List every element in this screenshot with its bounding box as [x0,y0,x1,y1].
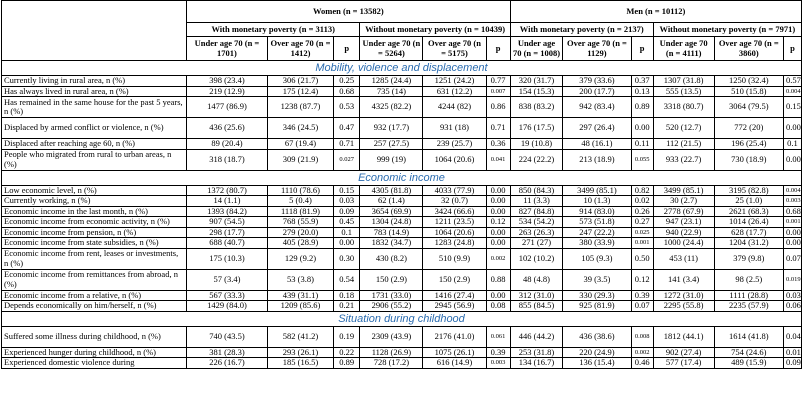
value-cell: 405 (28.9) [267,238,333,249]
value-cell: 2906 (55.2) [360,301,423,312]
value-cell: 1416 (27.4) [423,290,486,301]
value-cell: 768 (55.9) [267,217,333,228]
value-cell: 48 (16.1) [563,139,631,150]
value-cell: 226 (16.7) [186,358,267,369]
row-label: Experienced domestic violence during [2,358,187,369]
table-row [2,86,802,97]
value-cell: 430 (8.2) [360,248,423,269]
value-cell: 293 (26.1) [267,347,333,358]
value-cell: 1614 (41.8) [714,326,783,347]
value-cell: 1251 (24.2) [423,76,486,87]
p-value-cell: 0.1 [783,139,801,150]
value-cell: 436 (38.6) [563,326,631,347]
value-cell: 25 (1.0) [714,196,783,207]
p-value-cell: 0.00 [783,118,801,139]
section-title: Situation during childhood [2,311,802,326]
row-label: Currently working, n (%) [2,196,187,207]
value-cell: 855 (84.5) [510,301,563,312]
header-w-wp-under70: Under age 70 (n = 1701) [186,37,267,61]
p-value-cell: 0.36 [486,139,510,150]
value-cell: 320 (31.7) [510,76,563,87]
p-value-cell: 0.22 [334,347,360,358]
value-cell: 1000 (24.4) [653,238,714,249]
p-value-cell: 0.00 [486,206,510,217]
p-value-cell: 0.89 [631,97,653,118]
value-cell: 213 (18.9) [563,149,631,170]
table-body [2,61,802,369]
value-cell: 520 (12.7) [653,118,714,139]
value-cell: 446 (44.2) [510,326,563,347]
value-cell: 1285 (24.4) [360,76,423,87]
p-value-cell: 0.15 [783,97,801,118]
value-cell: 2621 (68.3) [714,206,783,217]
value-cell: 102 (10.2) [510,248,563,269]
value-cell: 105 (9.3) [563,248,631,269]
p-value-cell: 0.07 [631,301,653,312]
p-value-cell: 0.12 [486,217,510,228]
p-value-cell: 0.008 [631,326,653,347]
value-cell: 89 (20.4) [186,139,267,150]
value-cell: 1064 (20.6) [423,227,486,238]
value-cell: 925 (81.9) [563,301,631,312]
p-value-cell: 0.82 [631,185,653,196]
value-cell: 1372 (80.7) [186,185,267,196]
header-m-wp-over70: Over age 70 (n = 1129) [563,37,631,61]
value-cell: 616 (14.9) [423,358,486,369]
value-cell: 510 (15.8) [714,86,783,97]
header-m-wp-under70: Under age 70 (n = 1008) [510,37,563,61]
value-cell: 1128 (26.9) [360,347,423,358]
table-row [2,149,802,170]
value-cell: 730 (18.9) [714,149,783,170]
p-value-cell: 0.30 [334,248,360,269]
row-label: Currently living in rural area, n (%) [2,76,187,87]
p-value-cell: 0.00 [486,290,510,301]
p-value-cell: 0.37 [631,76,653,87]
section-header-row [2,170,802,185]
p-value-cell: 0.45 [334,217,360,228]
value-cell: 220 (24.9) [563,347,631,358]
header-p: p [486,37,510,61]
p-value-cell: 0.12 [631,269,653,290]
header-m-wop-under70: Under age 70 (n = 4111) [653,37,714,61]
value-cell: 1393 (84.2) [186,206,267,217]
value-cell: 379 (33.6) [563,76,631,87]
value-cell: 1110 (78.6) [267,185,333,196]
p-value-cell: 0.03 [334,196,360,207]
value-cell: 346 (24.5) [267,118,333,139]
table-row [2,269,802,290]
header-men: Men (n = 10112) [510,1,801,23]
value-cell: 306 (21.7) [267,76,333,87]
row-label: Displaced by armed conflict or violence, n (%) [2,118,187,139]
p-value-cell: 0.1 [334,227,360,238]
value-cell: 4033 (77.9) [423,185,486,196]
p-value-cell: 0.15 [334,185,360,196]
value-cell: 14 (1.1) [186,196,267,207]
value-cell: 253 (31.8) [510,347,563,358]
p-value-cell: 0.003 [783,196,801,207]
p-value-cell: 0.001 [783,217,801,228]
row-label: Economic income from economic activity, n (%) [2,217,187,228]
value-cell: 2778 (67.9) [653,206,714,217]
value-cell: 1283 (24.8) [423,238,486,249]
value-cell: 150 (2.9) [360,269,423,290]
value-cell: 1209 (85.6) [267,301,333,312]
p-value-cell: 0.09 [334,206,360,217]
p-value-cell: 0.02 [631,196,653,207]
value-cell: 754 (24.6) [714,347,783,358]
p-value-cell: 0.019 [783,269,801,290]
table-row [2,118,802,139]
value-cell: 19 (10.8) [510,139,563,150]
p-value-cell: 0.004 [783,185,801,196]
table-row [2,76,802,87]
value-cell: 239 (25.7) [423,139,486,150]
p-value-cell: 0.00 [631,118,653,139]
value-cell: 219 (12.9) [186,86,267,97]
p-value-cell: 0.50 [631,248,653,269]
p-value-cell: 0.39 [631,290,653,301]
value-cell: 224 (22.2) [510,149,563,170]
p-value-cell: 0.39 [486,347,510,358]
value-cell: 1014 (26.4) [714,217,783,228]
p-value-cell: 0.061 [486,326,510,347]
value-cell: 3424 (66.6) [423,206,486,217]
value-cell: 3195 (82.8) [714,185,783,196]
value-cell: 175 (12.4) [267,86,333,97]
value-cell: 688 (40.7) [186,238,267,249]
row-label: Economic income in the last month, n (%) [2,206,187,217]
value-cell: 53 (3.8) [267,269,333,290]
value-cell: 1118 (81.9) [267,206,333,217]
value-cell: 1238 (87.7) [267,97,333,118]
value-cell: 1064 (20.6) [423,149,486,170]
p-value-cell: 0.002 [486,248,510,269]
value-cell: 772 (20) [714,118,783,139]
table-row [2,97,802,118]
row-label: Displaced after reaching age 60, n (%) [2,139,187,150]
value-cell: 1812 (44.1) [653,326,714,347]
value-cell: 740 (43.5) [186,326,267,347]
row-label: Economic income from pension, n (%) [2,227,187,238]
p-value-cell: 0.21 [334,301,360,312]
table-row [2,217,802,228]
p-value-cell: 0.001 [631,238,653,249]
p-value-cell: 0.88 [486,269,510,290]
value-cell: 398 (23.4) [186,76,267,87]
p-value-cell: 0.04 [783,326,801,347]
value-cell: 783 (14.9) [360,227,423,238]
table-header [2,1,802,61]
p-value-cell: 0.07 [783,248,801,269]
value-cell: 838 (83.2) [510,97,563,118]
row-label: Has always lived in rural area, n (%) [2,86,187,97]
value-cell: 257 (27.5) [360,139,423,150]
value-cell: 3318 (80.7) [653,97,714,118]
value-cell: 298 (17.7) [186,227,267,238]
section-header-row [2,61,802,76]
value-cell: 247 (22.2) [563,227,631,238]
value-cell: 914 (83.0) [563,206,631,217]
value-cell: 4244 (82) [423,97,486,118]
p-value-cell: 0.54 [334,269,360,290]
p-value-cell: 0.041 [486,149,510,170]
p-value-cell: 0.002 [631,347,653,358]
value-cell: 150 (2.9) [423,269,486,290]
p-value-cell: 0.004 [783,86,801,97]
value-cell: 2176 (41.0) [423,326,486,347]
value-cell: 5 (0.4) [267,196,333,207]
value-cell: 489 (15.9) [714,358,783,369]
value-cell: 1307 (31.8) [653,76,714,87]
p-value-cell: 0.18 [334,290,360,301]
value-cell: 2309 (43.9) [360,326,423,347]
value-cell: 196 (25.4) [714,139,783,150]
table-row [2,238,802,249]
table-row [2,301,802,312]
value-cell: 134 (16.7) [510,358,563,369]
value-cell: 379 (9.8) [714,248,783,269]
value-cell: 1211 (23.5) [423,217,486,228]
value-cell: 4305 (81.8) [360,185,423,196]
row-label: Experienced hunger during childhood, n (%) [2,347,187,358]
value-cell: 439 (31.1) [267,290,333,301]
value-cell: 1477 (86.9) [186,97,267,118]
row-label: Economic income from state subsidies, n (%) [2,238,187,249]
value-cell: 850 (84.3) [510,185,563,196]
p-value-cell: 0.03 [783,290,801,301]
header-w-wop-over70: Over age 70 (n = 5175) [423,37,486,61]
value-cell: 827 (84.8) [510,206,563,217]
value-cell: 907 (54.5) [186,217,267,228]
value-cell: 39 (3.5) [563,269,631,290]
p-value-cell: 0.055 [631,149,653,170]
row-label: Has remained in the same house for the past 5 years, n (%) [2,97,187,118]
table-row [2,290,802,301]
table-row [2,206,802,217]
value-cell: 154 (15.3) [510,86,563,97]
header-women: Women (n = 13582) [186,1,510,23]
header-w-wp-over70: Over age 70 (n = 1412) [267,37,333,61]
p-value-cell: 0.007 [486,86,510,97]
value-cell: 312 (31.0) [510,290,563,301]
value-cell: 902 (27.4) [653,347,714,358]
row-label: Economic income from a relative, n (%) [2,290,187,301]
value-cell: 129 (9.2) [267,248,333,269]
value-cell: 48 (4.8) [510,269,563,290]
value-cell: 932 (17.7) [360,118,423,139]
table-row [2,248,802,269]
value-cell: 728 (17.2) [360,358,423,369]
value-cell: 380 (33.9) [563,238,631,249]
value-cell: 3654 (69.9) [360,206,423,217]
value-cell: 582 (41.2) [267,326,333,347]
p-value-cell: 0.47 [334,118,360,139]
value-cell: 381 (28.3) [186,347,267,358]
value-cell: 631 (12.2) [423,86,486,97]
p-value-cell: 0.71 [334,139,360,150]
header-men-with-poverty: With monetary poverty (n = 2137) [510,23,653,37]
header-men-without-poverty: Without monetary poverty (n = 7971) [653,23,801,37]
value-cell: 3064 (79.5) [714,97,783,118]
value-cell: 940 (22.9) [653,227,714,238]
value-cell: 10 (1.3) [563,196,631,207]
value-cell: 62 (1.4) [360,196,423,207]
value-cell: 175 (10.3) [186,248,267,269]
p-value-cell: 0.09 [783,358,801,369]
row-label: Economic income from remittances from abroad, n (%) [2,269,187,290]
row-label: Economic income from rent, leases or investments, n (%) [2,248,187,269]
p-value-cell: 0.25 [334,76,360,87]
value-cell: 933 (22.7) [653,149,714,170]
value-cell: 3499 (85.1) [653,185,714,196]
p-value-cell: 0.26 [631,206,653,217]
section-title: Economic income [2,170,802,185]
row-label: Suffered some illness during childhood, n (%) [2,326,187,347]
value-cell: 1304 (24.8) [360,217,423,228]
p-value-cell: 0.025 [631,227,653,238]
table-row [2,139,802,150]
p-value-cell: 0.11 [631,139,653,150]
value-cell: 999 (19) [360,149,423,170]
p-value-cell: 0.00 [486,196,510,207]
value-cell: 628 (17.7) [714,227,783,238]
value-cell: 1111 (28.8) [714,290,783,301]
value-cell: 577 (17.4) [653,358,714,369]
value-cell: 1731 (33.0) [360,290,423,301]
p-value-cell: 0.19 [334,326,360,347]
table-row [2,358,802,369]
p-value-cell: 0.00 [486,238,510,249]
p-value-cell: 0.68 [783,206,801,217]
value-cell: 67 (19.4) [267,139,333,150]
value-cell: 2235 (57.9) [714,301,783,312]
data-table [1,0,802,369]
value-cell: 30 (2.7) [653,196,714,207]
value-cell: 11 (3.3) [510,196,563,207]
p-value-cell: 0.68 [334,86,360,97]
p-value-cell: 0.53 [334,97,360,118]
value-cell: 4325 (82.2) [360,97,423,118]
table-row [2,347,802,358]
value-cell: 510 (9.9) [423,248,486,269]
value-cell: 567 (33.3) [186,290,267,301]
section-header-row [2,311,802,326]
p-value-cell: 0.00 [486,227,510,238]
section-title: Mobility, violence and displacement [2,61,802,76]
value-cell: 573 (51.8) [563,217,631,228]
header-p: p [334,37,360,61]
p-value-cell: 0.27 [631,217,653,228]
value-cell: 942 (83.4) [563,97,631,118]
value-cell: 279 (20.0) [267,227,333,238]
p-value-cell: 0.00 [783,149,801,170]
value-cell: 309 (21.9) [267,149,333,170]
value-cell: 176 (17.5) [510,118,563,139]
header-p: p [783,37,801,61]
value-cell: 1204 (31.2) [714,238,783,249]
value-cell: 200 (17.7) [563,86,631,97]
value-cell: 3499 (85.1) [563,185,631,196]
value-cell: 136 (15.4) [563,358,631,369]
value-cell: 1429 (84.0) [186,301,267,312]
value-cell: 57 (3.4) [186,269,267,290]
p-value-cell: 0.003 [486,358,510,369]
header-m-wop-over70: Over age 70 (n = 3860) [714,37,783,61]
value-cell: 931 (18) [423,118,486,139]
value-cell: 555 (13.5) [653,86,714,97]
value-cell: 2945 (56.9) [423,301,486,312]
table-row [2,227,802,238]
p-value-cell: 0.46 [631,358,653,369]
p-value-cell: 0.57 [783,76,801,87]
header-women-with-poverty: With monetary poverty (n = 3113) [186,23,359,37]
p-value-cell: 0.00 [783,238,801,249]
table-row [2,326,802,347]
p-value-cell: 0.86 [486,97,510,118]
p-value-cell: 0.01 [783,347,801,358]
row-label: Depends economically on him/herself, n (%) [2,301,187,312]
p-value-cell: 0.13 [631,86,653,97]
p-value-cell: 0.027 [334,149,360,170]
table-row [2,196,802,207]
value-cell: 318 (18.7) [186,149,267,170]
value-cell: 735 (14) [360,86,423,97]
header-empty-cell [2,1,187,61]
p-value-cell: 0.00 [334,238,360,249]
value-cell: 947 (23.1) [653,217,714,228]
value-cell: 297 (26.4) [563,118,631,139]
value-cell: 534 (54.2) [510,217,563,228]
value-cell: 185 (16.5) [267,358,333,369]
value-cell: 453 (11) [653,248,714,269]
p-value-cell: 0.77 [486,76,510,87]
p-value-cell: 0.00 [486,185,510,196]
p-value-cell: 0.89 [334,358,360,369]
header-women-without-poverty: Without monetary poverty (n = 10439) [360,23,510,37]
value-cell: 1832 (34.7) [360,238,423,249]
value-cell: 141 (3.4) [653,269,714,290]
p-value-cell: 0.06 [783,301,801,312]
value-cell: 436 (25.6) [186,118,267,139]
value-cell: 263 (26.3) [510,227,563,238]
p-value-cell: 0.00 [783,227,801,238]
value-cell: 1272 (31.0) [653,290,714,301]
value-cell: 330 (29.3) [563,290,631,301]
value-cell: 271 (27) [510,238,563,249]
row-label: Low economic level, n (%) [2,185,187,196]
header-p: p [631,37,653,61]
value-cell: 1250 (32.4) [714,76,783,87]
row-label: People who migrated from rural to urban areas, n (%) [2,149,187,170]
table-row [2,185,802,196]
value-cell: 32 (0.7) [423,196,486,207]
value-cell: 2295 (55.8) [653,301,714,312]
value-cell: 1075 (26.1) [423,347,486,358]
p-value-cell: 0.71 [486,118,510,139]
header-w-wop-under70: Under age 70 (n = 5264) [360,37,423,61]
p-value-cell: 0.08 [486,301,510,312]
value-cell: 112 (21.5) [653,139,714,150]
value-cell: 98 (2.5) [714,269,783,290]
